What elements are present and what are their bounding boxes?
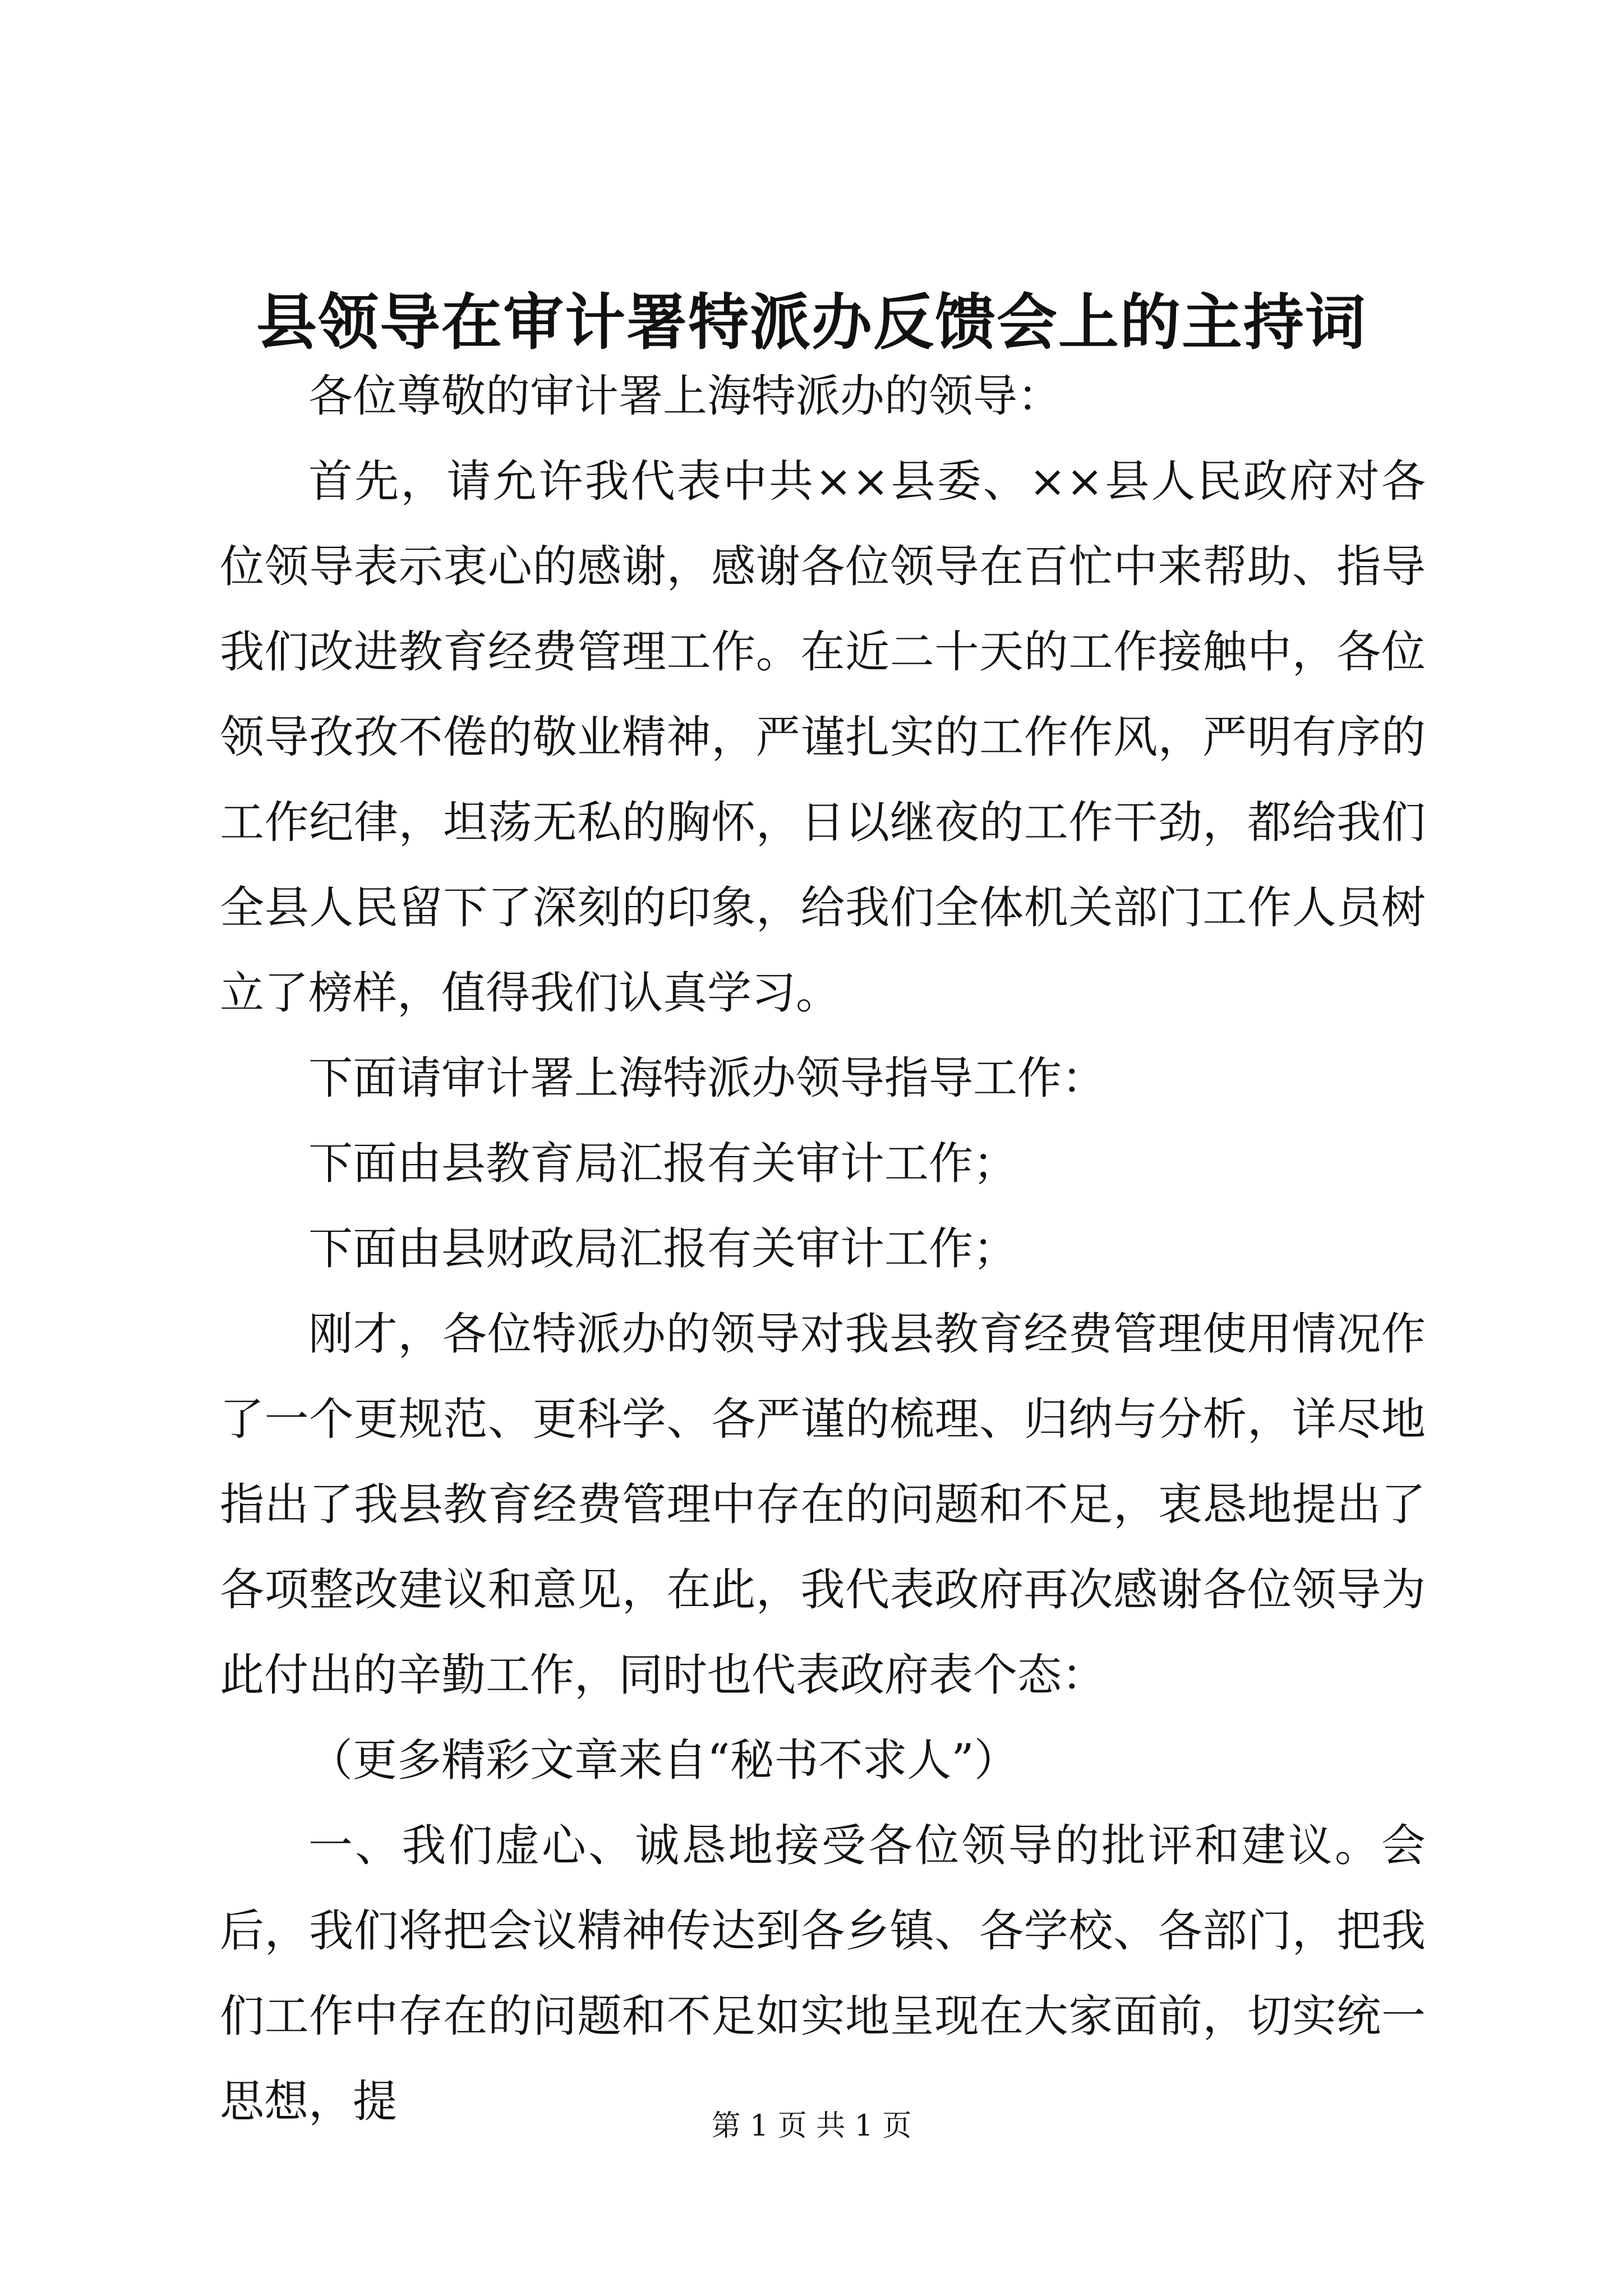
paragraph-summary: 刚才，各位特派办的领导对我县教育经费管理使用情况作了一个更规范、更科学、各严谨的梳理、归纳与分析，详尽地指出了我县教育经费管理中存在的问题和不足，衷恳地提出了各项整改建议和意见，在此，我代表政府再次感谢各位领导为此付出的辛勤工作，同时也代表政府表个态： <box>220 1308 1426 1701</box>
paragraph-salutation: 各位尊敬的审计署上海特派办的领导： <box>308 370 1062 422</box>
paragraph-point-one: 一、我们虚心、诚恳地接受各位领导的批评和建议。会后，我们将把会议精神传达到各乡镇、各学校、各部门，把我们工作中存在的问题和不足如实地呈现在大家面前，切实统一思想，提 <box>220 1820 1426 2127</box>
paragraph-agenda-3: 下面由县财政局汇报有关审计工作； <box>308 1223 1017 1274</box>
paragraph-agenda-2: 下面由县教育局汇报有关审计工作； <box>308 1138 1017 1189</box>
paragraph-thanks: 首先，请允许我代表中共××县委、××县人民政府对各位领导表示衷心的感谢，感谢各位领导在百忙中来帮助、指导我们改进教育经费管理工作。在近二十天的工作接触中，各位领导孜孜不倦的敬业精神，严谨扎实的工作作风，严明有序的工作纪律，坦荡无私的胸怀，日以继夜的工作干劲，都给我们全县人民留下了深刻的印象，给我们全体机关部门工作人员树立了榜样，值得我们认真学习。 <box>220 455 1426 1019</box>
paragraph-source-note: （更多精彩文章来自“秘书不求人”） <box>308 1734 1018 1786</box>
document-body <box>220 353 1426 2144</box>
document-title: 县领导在审计署特派办反馈会上的主持词 <box>256 287 1367 358</box>
page-footer: 第 1 页 共 1 页 <box>711 2109 912 2143</box>
paragraph-agenda-1: 下面请审计署上海特派办领导指导工作： <box>308 1052 1106 1104</box>
